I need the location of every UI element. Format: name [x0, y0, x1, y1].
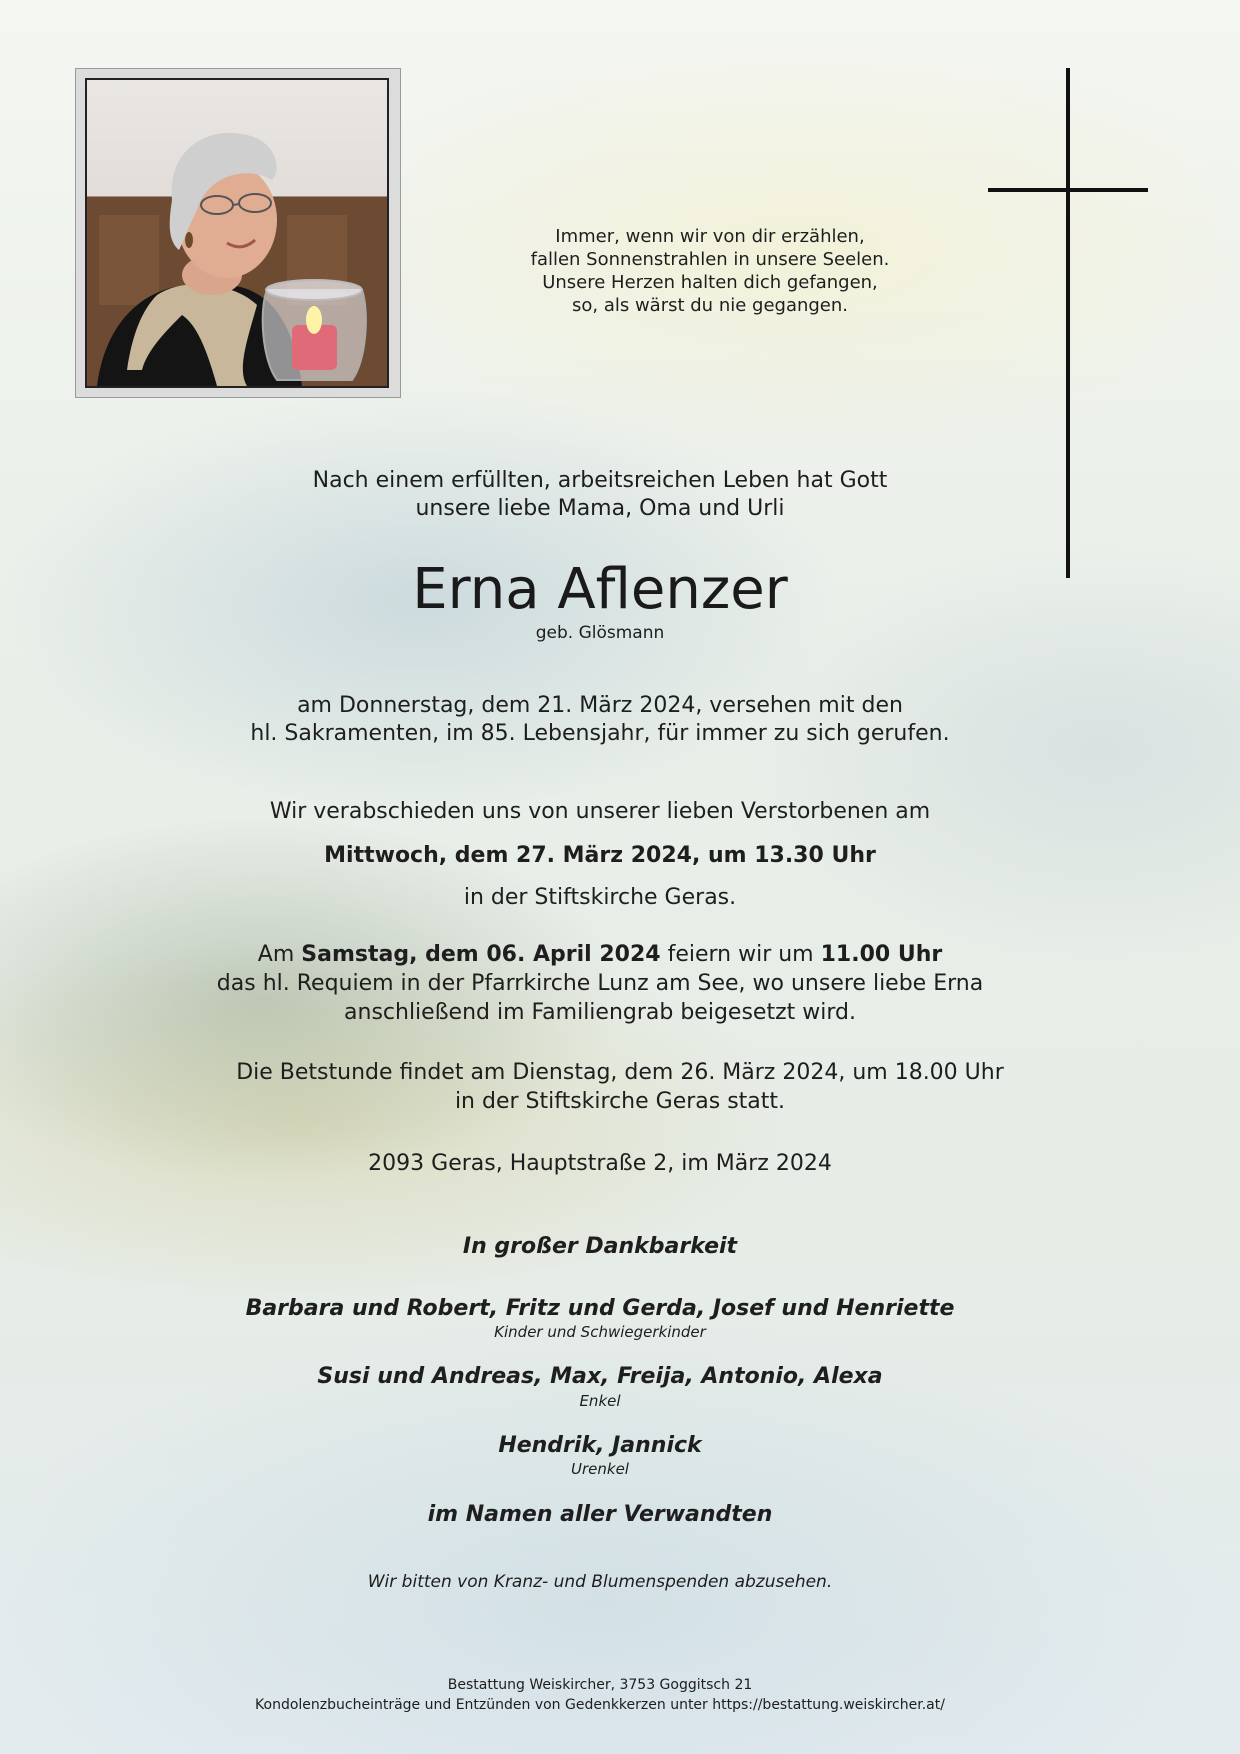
intro-text [0, 467, 1220, 523]
portrait-illustration [87, 80, 387, 386]
address-date: 2093 Geras, Hauptstraße 2, im März 2024 [368, 1151, 832, 1176]
relatives-line: im Namen aller Verwandten [427, 1502, 773, 1527]
relation-grandchildren: Enkel [579, 1392, 621, 1410]
deceased-name: Erna Aflenzer [412, 557, 788, 622]
prayer-notice [0, 1058, 1240, 1116]
death-line: hl. Sakramenten, im 85. Lebensjahr, für immer zu sich gerufen. [250, 721, 950, 746]
requiem-notice [0, 940, 1220, 1027]
poem-line: Unsere Herzen halten dich gefangen, [542, 272, 878, 293]
footer-condolence-link[interactable]: Kondolenzbucheinträge und Entzünden von Gedenkkerzen unter https://bestattung.weiskircher.at/ [255, 1697, 945, 1713]
requiem-date: Samstag, dem 06. April 2024 [301, 942, 661, 967]
poem-line: Immer, wenn wir von dir erzählen, [555, 226, 865, 247]
cross-horizontal-bar [988, 188, 1148, 192]
death-line: am Donnerstag, dem 21. März 2024, versehen mit den [297, 693, 903, 718]
requiem-time: 11.00 Uhr [820, 942, 943, 967]
mourners-grandchildren: Susi und Andreas, Max, Freija, Antonio, Alexa [317, 1364, 883, 1389]
poem-line: so, als wärst du nie gegangen. [571, 295, 849, 316]
relation-great-grandchildren: Urenkel [571, 1460, 629, 1478]
farewell-intro: Wir verabschieden uns von unserer lieben Verstorbenen am [269, 799, 931, 824]
farewell-date: Mittwoch, dem 27. März 2024, um 13.30 Uhr [324, 843, 876, 868]
prayer-line: Die Betstunde findet am Dienstag, dem 26. März 2024, um 18.00 Uhr [236, 1060, 1004, 1085]
relation-children: Kinder und Schwiegerkinder [494, 1323, 706, 1341]
poem-line: fallen Sonnenstrahlen in unsere Seelen. [530, 249, 890, 270]
farewell-place: in der Stiftskirche Geras. [463, 885, 737, 910]
poem [500, 225, 920, 317]
flowers-note: Wir bitten von Kranz- und Blumenspenden abzusehen. [367, 1572, 833, 1592]
thanks-heading: In großer Dankbarkeit [462, 1234, 738, 1259]
requiem-middle: feiern wir um [660, 942, 821, 967]
portrait-photo-frame [75, 68, 401, 398]
footer-undertaker: Bestattung Weiskircher, 3753 Goggitsch 21 [447, 1677, 753, 1693]
prayer-line: in der Stiftskirche Geras statt. [454, 1089, 786, 1114]
intro-line: Nach einem erfüllten, arbeitsreichen Leben hat Gott [312, 468, 888, 493]
mourners-great-grandchildren: Hendrik, Jannick [498, 1433, 702, 1458]
death-notice [0, 692, 1220, 748]
requiem-line-3: anschließend im Familiengrab beigesetzt wird. [344, 1000, 856, 1025]
requiem-prefix: Am [257, 942, 302, 967]
portrait-photo [85, 78, 389, 388]
mourners-children: Barbara und Robert, Fritz und Gerda, Josef und Henriette [245, 1296, 955, 1321]
intro-line: unsere liebe Mama, Oma und Urli [415, 496, 785, 521]
maiden-name: geb. Glösmann [535, 623, 665, 643]
requiem-line-2: das hl. Requiem in der Pfarrkirche Lunz am See, wo unsere liebe Erna [216, 971, 984, 996]
requiem-line-1 [0, 940, 1220, 969]
